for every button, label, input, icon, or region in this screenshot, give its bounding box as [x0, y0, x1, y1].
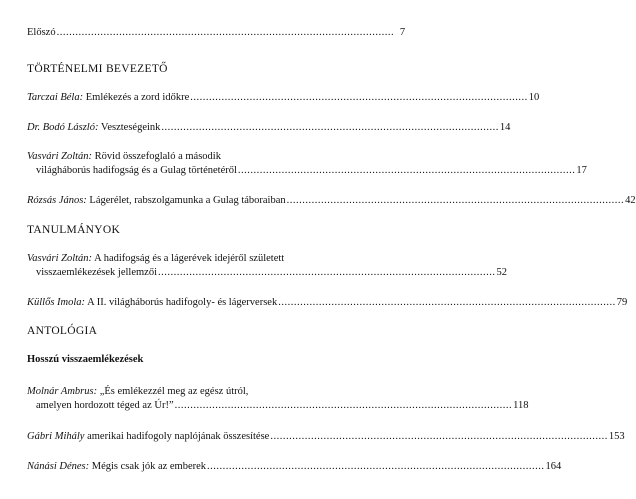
entry-title: A II. világháborús hadifogoly- és lágerversek	[85, 297, 278, 308]
page-number: 79	[616, 297, 628, 308]
dot-leader: ............................................................................................................	[190, 92, 528, 103]
toc-entry-nanasi	[27, 460, 562, 474]
entry-author: Molnár Ambrus:	[27, 386, 98, 397]
entry-author: Vasvári Zoltán:	[27, 151, 93, 162]
dot-leader: ............................................................................................................	[286, 195, 625, 206]
page-number: 52	[496, 267, 507, 278]
dot-leader: ............................................................................................................	[270, 431, 608, 442]
dot-leader: ............................................................................................................	[237, 165, 576, 176]
entry-author: Nánási Dénes:	[27, 461, 90, 472]
entry-title: Mégis csak jók az emberek	[89, 461, 207, 472]
entry-title: Előszó	[27, 27, 56, 38]
toc-entry-vasvari-1	[27, 150, 587, 178]
dot-leader: ............................................................................................................	[207, 461, 545, 472]
dot-leader: ............................................................................................................	[56, 27, 395, 38]
dot-leader: ............................................................................................................	[158, 267, 496, 278]
dot-leader: ............................................................................................................	[161, 122, 499, 133]
entry-title-line2: világháborús hadifogság és a Gulag történetéről	[36, 165, 237, 176]
entry-title: Lágerélet, rabszolgamunka a Gulag táboraiban	[86, 195, 286, 206]
toc-entry-eloszo	[27, 26, 406, 40]
section-heading-tortenelmi: TÖRTÉNELMI BEVEZETŐ	[27, 63, 168, 75]
page-number: 17	[576, 165, 587, 176]
entry-title-line1: „És emlékezzél meg az egész útról,	[97, 386, 249, 397]
dot-leader: ............................................................................................................	[174, 400, 513, 411]
subsection-heading-hosszu: Hosszú visszaemlékezések	[27, 354, 144, 365]
toc-entry-kullos	[27, 296, 628, 310]
dot-leader: ............................................................................................................	[278, 297, 616, 308]
entry-author: Dr. Bodó László:	[27, 122, 99, 133]
entry-title-line2: amelyen hordozott téged az Úr!”	[36, 400, 174, 411]
entry-author: Rózsás János:	[27, 195, 87, 206]
entry-author: Gábri Mihály	[27, 431, 85, 442]
page-number: 14	[499, 122, 511, 133]
entry-author: Küllős Imola:	[27, 297, 86, 308]
page-number: 7	[399, 27, 406, 38]
page-number: 153	[608, 431, 625, 442]
entry-author: Vasvári Zoltán:	[27, 253, 93, 264]
toc-entry-gabri	[27, 430, 625, 444]
toc-entry-vasvari-2	[27, 252, 507, 280]
page-number: 10	[528, 92, 540, 103]
entry-title: Veszteségeink	[98, 122, 161, 133]
section-heading-tanulmanyok: TANULMÁNYOK	[27, 224, 121, 236]
toc-entry-bodo	[27, 121, 511, 135]
page-number: 118	[513, 400, 529, 411]
page-number: 42	[625, 195, 636, 206]
entry-title-line1: A hadifogság és a lágerévek idejéről született	[92, 253, 285, 264]
toc-entry-tarczai	[27, 91, 540, 105]
entry-title-line2: visszaemlékezések jellemzői	[36, 267, 157, 278]
toc-entry-rozsas	[27, 194, 636, 208]
page-number: 164	[545, 461, 562, 472]
entry-title-line1: Rövid összefoglaló a második	[92, 151, 221, 162]
entry-title: Emlékezés a zord időkre	[83, 92, 190, 103]
toc-entry-molnar	[27, 385, 529, 413]
section-heading-antologia: ANTOLÓGIA	[27, 325, 98, 337]
entry-author: Tarczai Béla:	[27, 92, 84, 103]
entry-title: amerikai hadifogoly naplójának összesítése	[84, 431, 270, 442]
